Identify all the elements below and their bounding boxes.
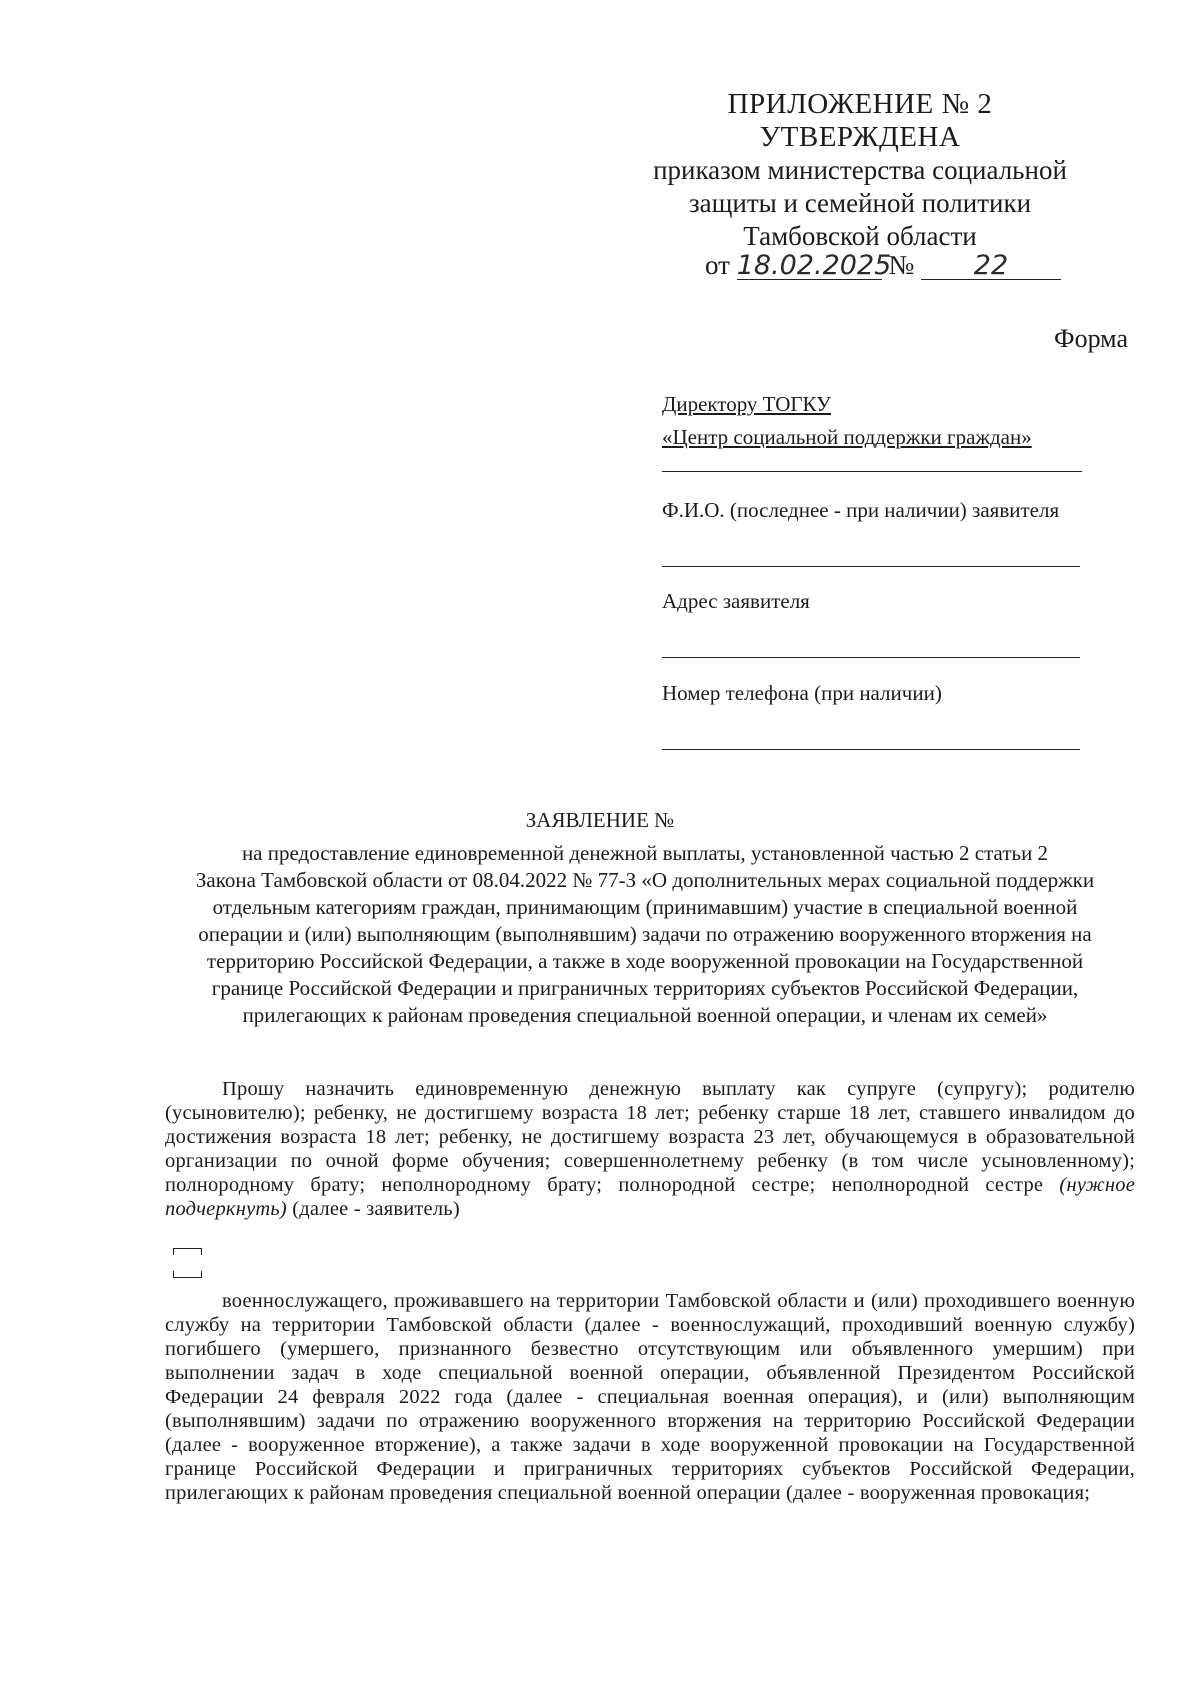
approval-line-2: защиты и семейной политики	[688, 188, 1032, 218]
option-1-text: военнослужащего, проживавшего на территории Тамбовской области и (или) проходившего военную службу на территории Тамбовской области (далее - военнослужащий, проходивший военную службу) погибшего (умершего, признанного безвестно отсутствующим или объявленного умершим) при выполнении задач в ходе специальной военной операции, объявленной Президентом Российской Федерации 24 февраля 2022 года (далее - специальная военная операция), и (или) выполняющим (выполнявшим) задачи по отражению вооруженного вторжения на территорию Российской Федерации (далее - вооруженное вторжение), а также задачи в ходе вооруженной провокации на Государственной границе Российской Федерации и приграничных территориях субъектов Российской Федерации, прилегающих к районам проведения специальной военной операции (далее - вооруженная провокация;	[165, 1290, 1135, 1504]
approved-label: УТВЕРЖДЕНА	[759, 121, 961, 153]
addressee-line-2: «Центр социальной поддержки граждан»	[662, 425, 1032, 449]
form-label: Форма	[1054, 324, 1128, 353]
address-label: Адрес заявителя	[662, 589, 810, 613]
fio-label: Ф.И.О. (последнее - при наличии) заявителя	[662, 498, 1060, 522]
option-1-checkbox[interactable]	[173, 1248, 200, 1278]
addressee-line-1: Директору ТОГКУ	[662, 392, 831, 416]
statement-subtitle	[150, 840, 1140, 1029]
appendix-number: ПРИЛОЖЕНИЕ № 2	[727, 88, 993, 120]
handwritten-date: 18.02.2025	[736, 250, 892, 281]
handwritten-order-number: 22	[921, 253, 1061, 280]
statement-title: ЗАЯВЛЕНИЕ №	[525, 808, 675, 832]
address-input-line[interactable]	[662, 657, 1080, 658]
request-text-tail: (далее - заявитель)	[286, 1198, 460, 1220]
approval-block	[600, 88, 1120, 253]
from-label: от	[705, 250, 730, 280]
order-line	[705, 250, 1061, 281]
subtitle-line: отдельным категориям граждан, принимающим (принимавшим) участие в специальной военной	[212, 895, 1078, 919]
request-paragraph	[165, 1077, 1135, 1221]
addressee-blank-line[interactable]	[662, 471, 1082, 472]
subtitle-line: территорию Российской Федерации, а также в ходе вооруженной провокации на Государственной	[206, 949, 1084, 973]
number-label: №	[888, 250, 915, 280]
approval-line-1: приказом министерства социальной	[653, 155, 1067, 185]
option-1-paragraph	[165, 1289, 1135, 1505]
fio-input-line[interactable]	[662, 566, 1080, 567]
subtitle-line: операции и (или) выполняющим (выполнявшим) задачи по отражению вооруженного вторжения на	[198, 922, 1092, 946]
subtitle-line: Закона Тамбовской области от 08.04.2022 № 77-З «О дополнительных мерах социальной поддержки	[195, 868, 1095, 892]
subtitle-line: на предоставление единовременной денежной выплаты, установленной частью 2 статьи 2	[241, 841, 1049, 865]
request-italic-note: (нужное подчеркнуть)	[165, 1174, 1135, 1220]
request-text: Прошу назначить единовременную денежную выплату как супруге (супругу); родителю (усыновителю); ребенку, не достигшему возраста 18 лет; ребенку старше 18 лет, ставшего инвалидом до достижения возраста 18 лет; ребенку, не достигшему возраста 23 лет, обучающемуся в образовательной организации по очной форме обучения; совершеннолетнему ребенку (в том числе усыновленному); полнородному брату; неполнородному брату; полнородной сестре; неполнородной сестре	[165, 1078, 1135, 1196]
subtitle-line: прилегающих к районам проведения специальной военной операции, и членам их семей»	[242, 1003, 1048, 1027]
phone-input-line[interactable]	[662, 749, 1080, 750]
phone-label: Номер телефона (при наличии)	[662, 681, 942, 705]
approval-line-3: Тамбовской области	[743, 221, 977, 251]
subtitle-line: границе Российской Федерации и приграничных территориях субъектов Российской Федерации,	[211, 976, 1079, 1000]
